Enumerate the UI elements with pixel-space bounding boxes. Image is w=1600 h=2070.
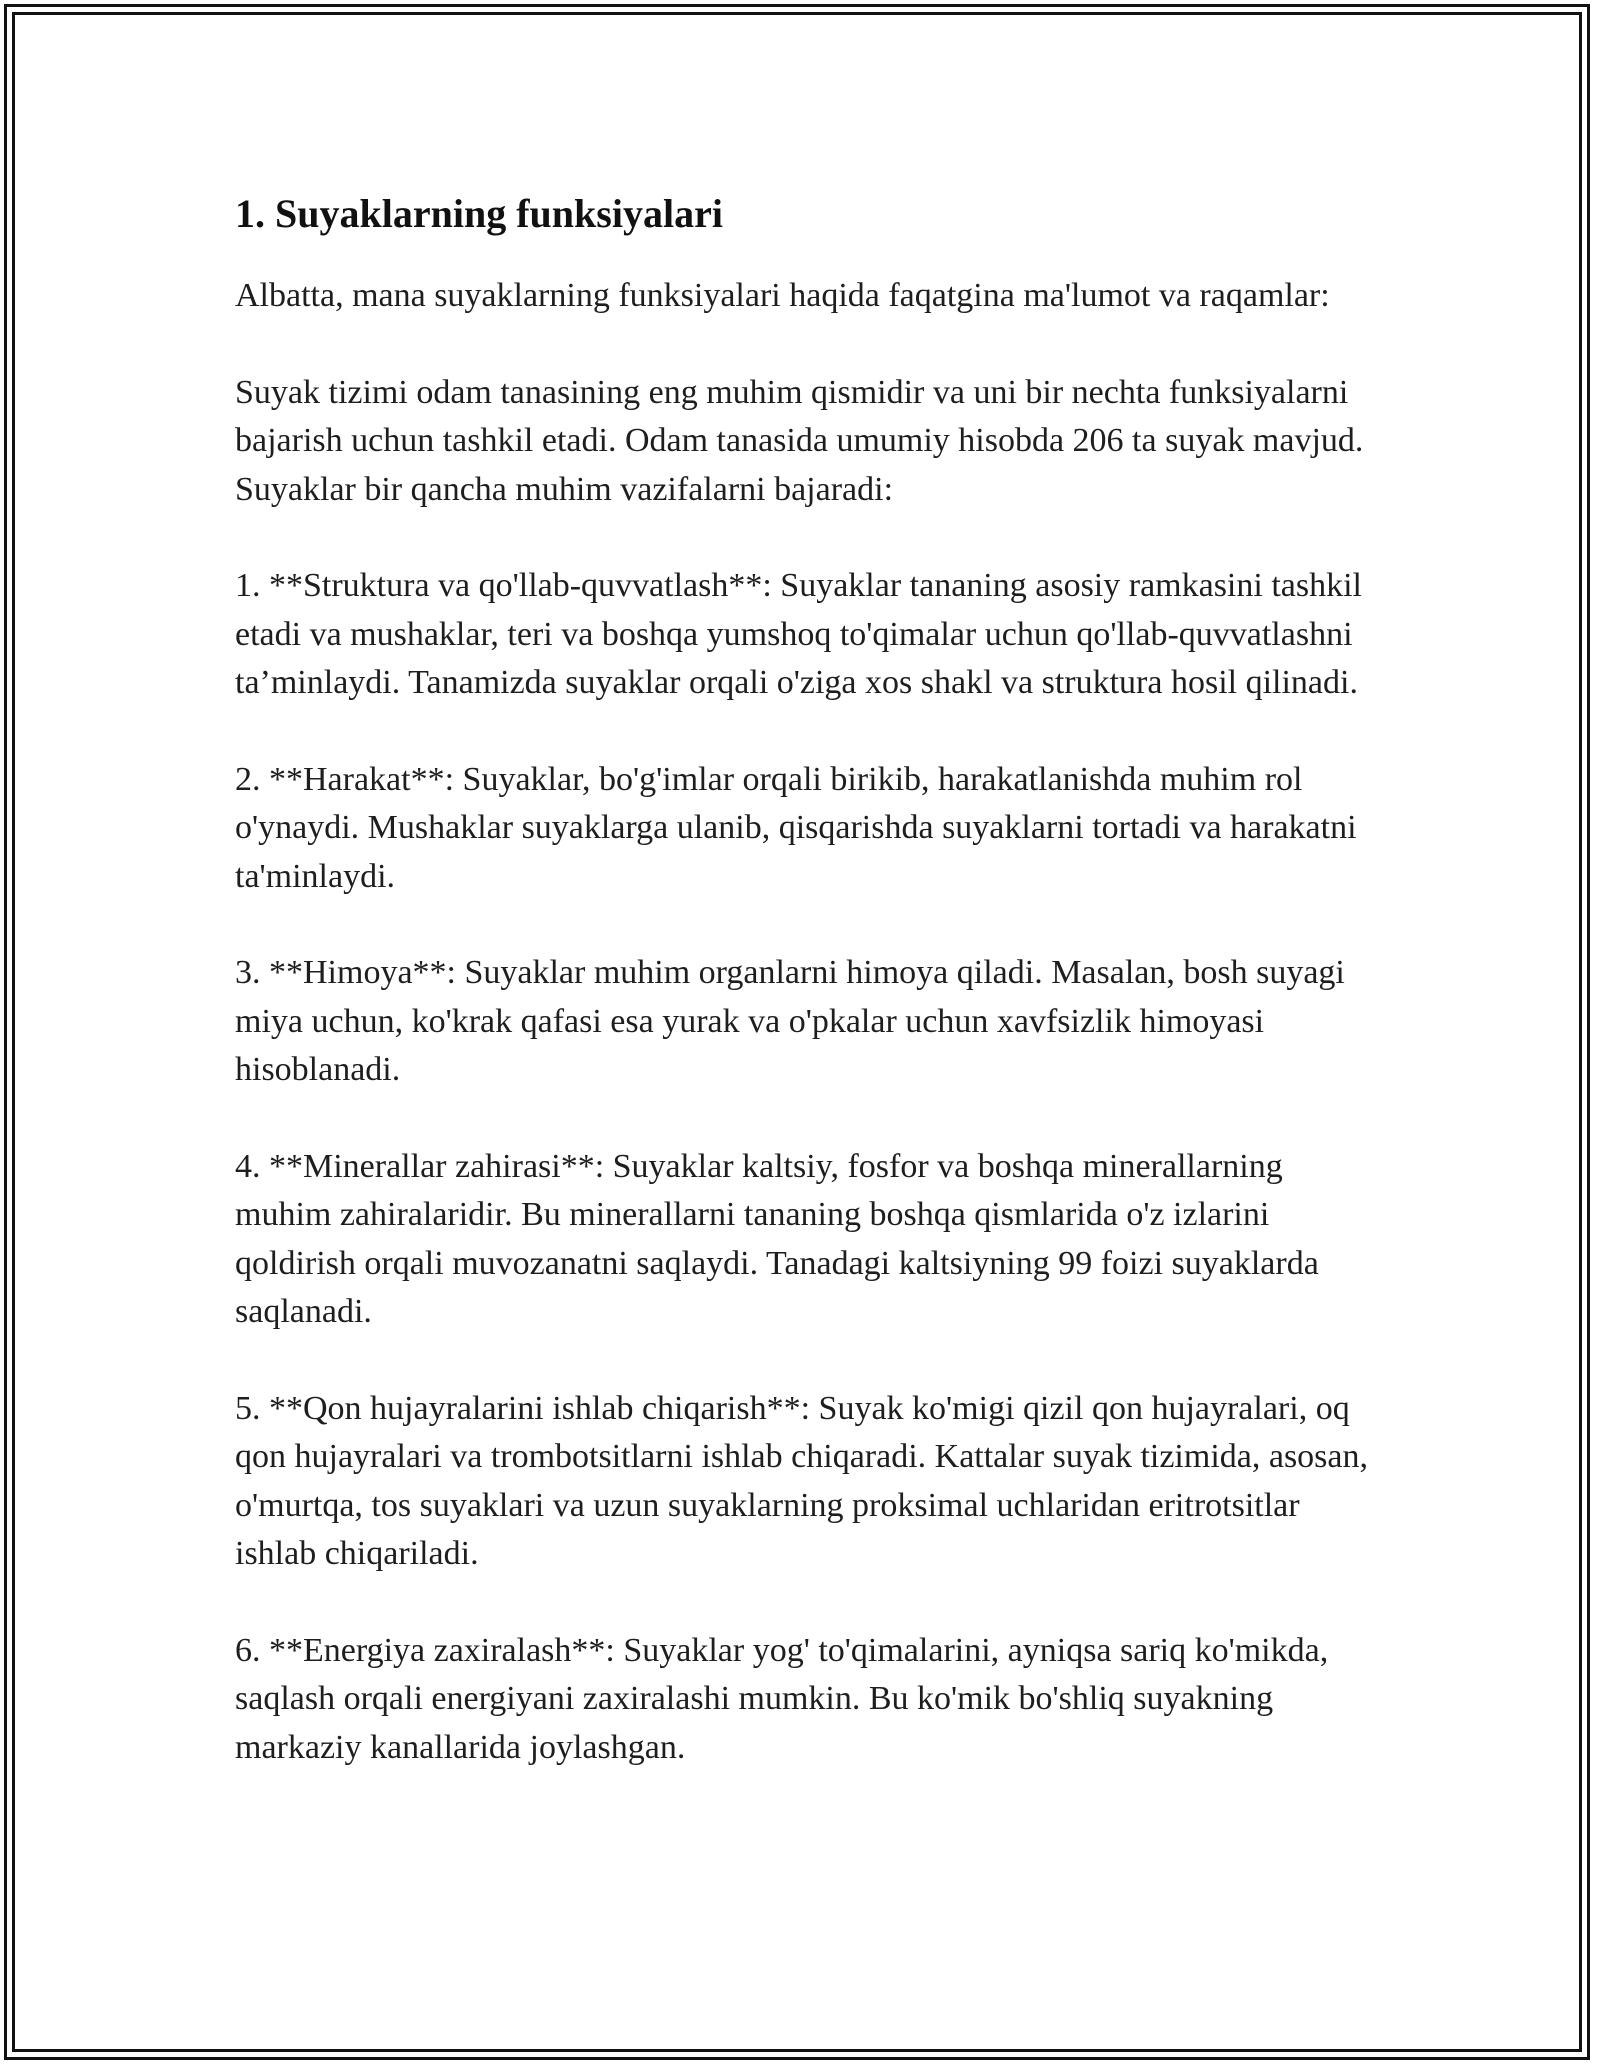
document-title: 1. Suyaklarning funksiyalari bbox=[235, 191, 723, 236]
function-item-protection: 3. **Himoya**: Suyaklar muhim organlarni himoya qiladi. Masalan, bosh suyagi miya uchun, ko'krak qafasi esa yurak va o'pkalar uchun xavfsizlik himoyasi hisoblanadi. bbox=[235, 954, 1345, 1088]
function-item-minerals: 4. **Minerallar zahirasi**: Suyaklar kaltsiy, fosfor va boshqa minerallarning muhim zahiralaridir. Bu minerallarni tananing boshqa qismlarida o'z izlarini qoldirish orqali muvozanatni saqlaydi. Tanadagi kaltsiyning 99 foizi suyaklarda saqlanadi. bbox=[235, 1147, 1319, 1330]
function-item-energy: 6. **Energiya zaxiralash**: Suyaklar yog' to'qimalarini, ayniqsa sariq ko'mikda, saqlash orqali energiyani zaxiralashi mumkin. Bu ko'mik bo'shliq suyakning markaziy kanallarida joylashgan. bbox=[235, 1631, 1329, 1766]
overview-paragraph: Suyak tizimi odam tanasining eng muhim qismidir va uni bir nechta funksiyalarni bajarish uchun tashkil etadi. Odam tanasida umumiy hisobda 206 ta suyak mavjud. Suyaklar bir qancha muhim vazifalarni bajaradi: bbox=[235, 373, 1364, 508]
function-item-blood-cells: 5. **Qon hujayralarini ishlab chiqarish**: Suyak ko'migi qizil qon hujayralari, oq qon hujayralari va trombotsitlarni ishlab chiqaradi. Kattalar suyak tizimida, asosan, o'murtqa, tos suyaklari va uzun suyaklarning proksimal uchlaridan eritrotsitlar ishlab chiqariladi. bbox=[235, 1389, 1369, 1572]
document-body bbox=[235, 186, 1370, 1820]
intro-paragraph: Albatta, mana suyaklarning funksiyalari haqida faqatgina ma'lumot va raqamlar: bbox=[235, 277, 1330, 314]
function-item-movement: 2. **Harakat**: Suyaklar, bo'g'imlar orqali birikib, harakatlanishda muhim rol o'ynaydi. Mushaklar suyaklarga ulanib, qisqarishda suyaklarni tortadi va harakatni ta'minlaydi. bbox=[235, 760, 1357, 895]
function-item-structure: 1. **Struktura va qo'llab-quvvatlash**: Suyaklar tananing asosiy ramkasini tashkil etadi va mushaklar, teri va boshqa yumshoq to'qimalar uchun qo'llab-quvvatlashni ta’minlaydi. Tanamizda suyaklar orqali o'ziga xos shakl va struktura hosil qilinadi. bbox=[235, 567, 1362, 701]
